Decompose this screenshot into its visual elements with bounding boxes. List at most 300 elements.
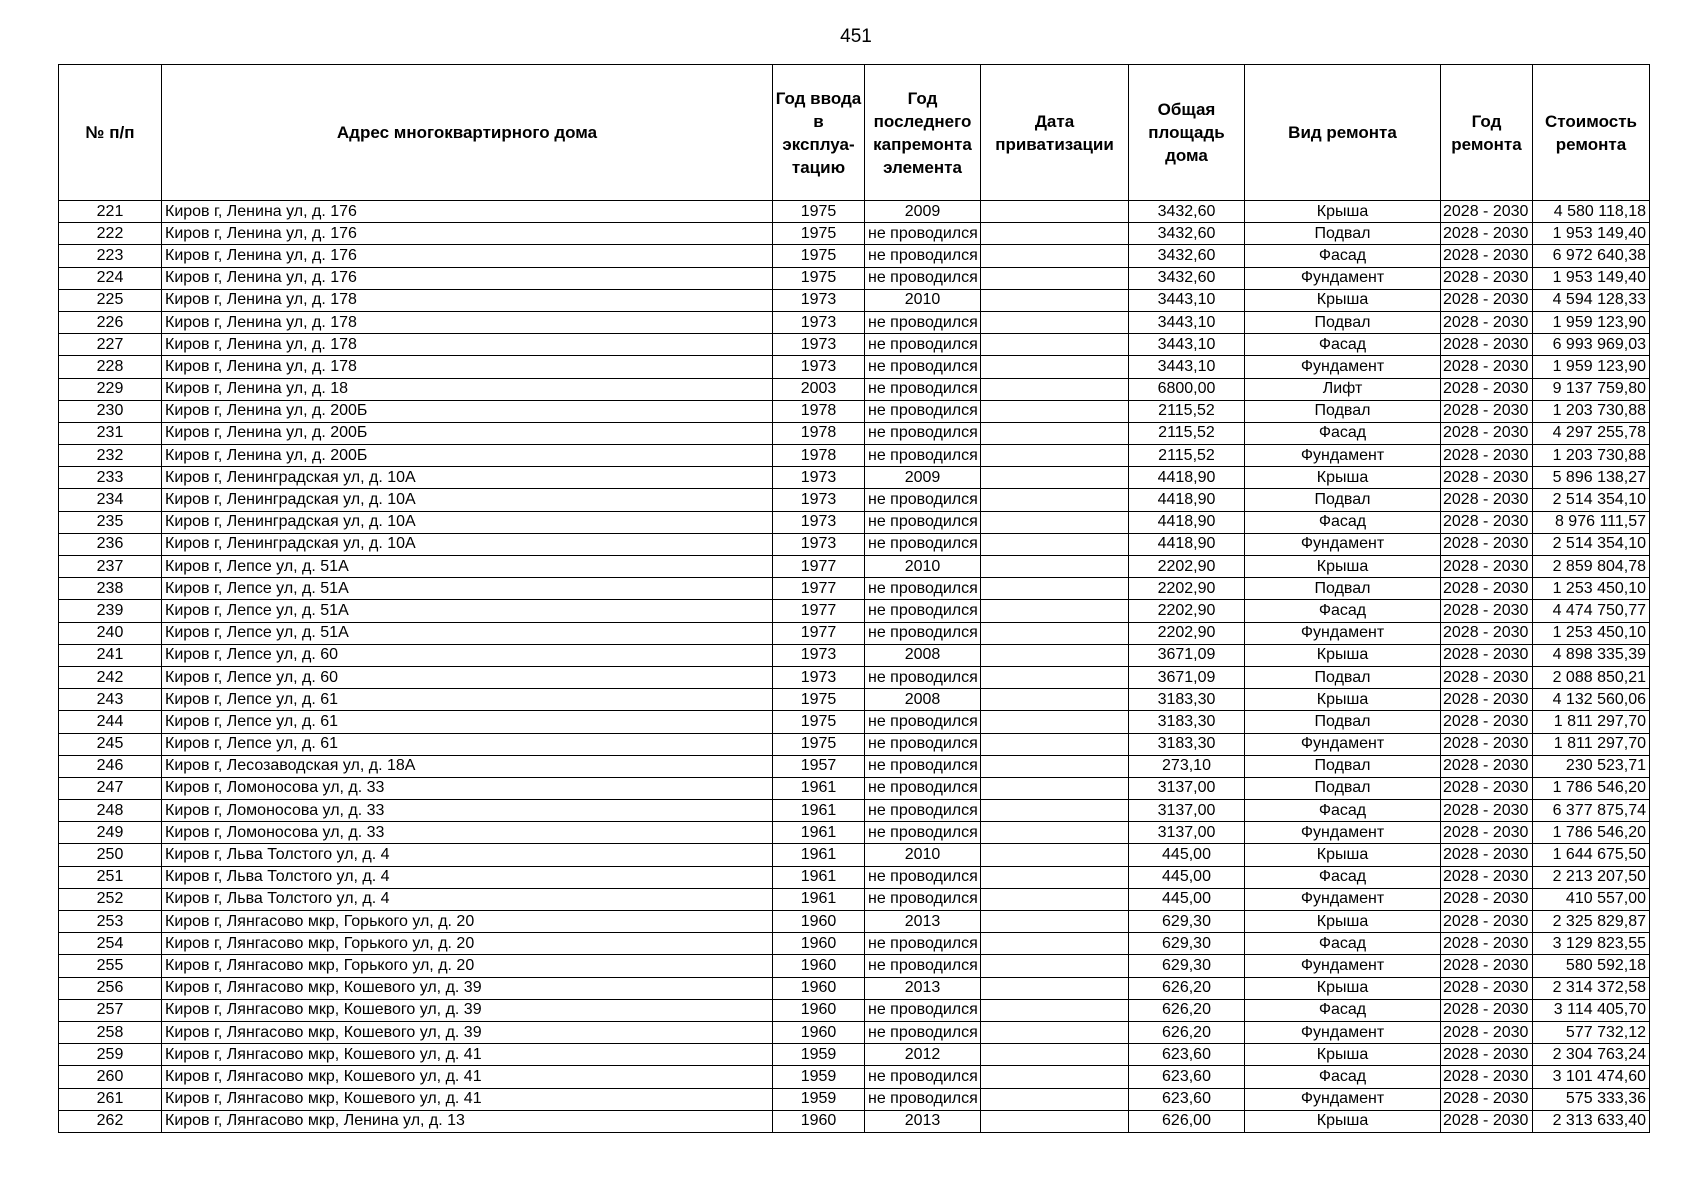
cell-number: 260 <box>59 1066 162 1088</box>
cell-area: 273,10 <box>1129 755 1245 777</box>
cell-last-repair: 2013 <box>865 977 981 999</box>
cell-repair-year: 2028 - 2030 <box>1441 955 1533 977</box>
cell-number: 254 <box>59 933 162 955</box>
cell-address: Киров г, Льва Толстого ул, д. 4 <box>162 844 773 866</box>
cell-repair-year: 2028 - 2030 <box>1441 334 1533 356</box>
table-row <box>59 955 1650 977</box>
cell-address: Киров г, Лепсе ул, д. 51А <box>162 578 773 600</box>
cell-address: Киров г, Ленина ул, д. 178 <box>162 289 773 311</box>
cell-repair-kind: Фундамент <box>1245 356 1441 378</box>
cell-year-built: 1961 <box>773 822 865 844</box>
cell-last-repair: не проводился <box>865 711 981 733</box>
cell-privatization <box>981 311 1129 333</box>
cell-address: Киров г, Лепсе ул, д. 51А <box>162 556 773 578</box>
cell-year-built: 1978 <box>773 422 865 444</box>
cell-privatization <box>981 289 1129 311</box>
table-row <box>59 267 1650 289</box>
cell-last-repair: не проводился <box>865 400 981 422</box>
cell-cost: 1 253 450,10 <box>1533 578 1650 600</box>
cell-year-built: 1959 <box>773 1088 865 1110</box>
cell-last-repair: не проводился <box>865 733 981 755</box>
cell-area: 445,00 <box>1129 844 1245 866</box>
cell-repair-year: 2028 - 2030 <box>1441 1088 1533 1110</box>
cell-repair-kind: Фундамент <box>1245 1088 1441 1110</box>
cell-repair-year: 2028 - 2030 <box>1441 977 1533 999</box>
cell-privatization <box>981 644 1129 666</box>
cell-number: 231 <box>59 422 162 444</box>
cell-privatization <box>981 511 1129 533</box>
cell-area: 3443,10 <box>1129 356 1245 378</box>
cell-cost: 2 514 354,10 <box>1533 533 1650 555</box>
cell-year-built: 1973 <box>773 666 865 688</box>
table-row <box>59 378 1650 400</box>
cell-cost: 5 896 138,27 <box>1533 467 1650 489</box>
cell-last-repair: не проводился <box>865 866 981 888</box>
cell-repair-year: 2028 - 2030 <box>1441 888 1533 910</box>
cell-number: 247 <box>59 777 162 799</box>
cell-area: 2202,90 <box>1129 600 1245 622</box>
cell-area: 4418,90 <box>1129 489 1245 511</box>
cell-privatization <box>981 378 1129 400</box>
table-row <box>59 1066 1650 1088</box>
cell-number: 258 <box>59 1021 162 1043</box>
cell-number: 224 <box>59 267 162 289</box>
cell-privatization <box>981 533 1129 555</box>
cell-repair-year: 2028 - 2030 <box>1441 822 1533 844</box>
cell-repair-year: 2028 - 2030 <box>1441 267 1533 289</box>
cell-area: 2202,90 <box>1129 622 1245 644</box>
cell-year-built: 1975 <box>773 733 865 755</box>
cell-year-built: 1960 <box>773 933 865 955</box>
cell-last-repair: не проводился <box>865 1066 981 1088</box>
table-row <box>59 600 1650 622</box>
cell-privatization <box>981 600 1129 622</box>
cell-repair-kind: Подвал <box>1245 711 1441 733</box>
cell-area: 2202,90 <box>1129 578 1245 600</box>
cell-year-built: 1975 <box>773 267 865 289</box>
cell-repair-year: 2028 - 2030 <box>1441 622 1533 644</box>
header-address: Адрес многоквартирного дома <box>162 65 773 201</box>
table-row <box>59 1044 1650 1066</box>
cell-privatization <box>981 711 1129 733</box>
cell-privatization <box>981 844 1129 866</box>
cell-last-repair: 2012 <box>865 1044 981 1066</box>
cell-repair-kind: Фасад <box>1245 334 1441 356</box>
cell-last-repair: не проводился <box>865 933 981 955</box>
cell-last-repair: не проводился <box>865 223 981 245</box>
cell-address: Киров г, Льва Толстого ул, д. 4 <box>162 888 773 910</box>
header-repair-year: Год ремонта <box>1441 65 1533 201</box>
cell-last-repair: 2010 <box>865 844 981 866</box>
cell-last-repair: 2013 <box>865 911 981 933</box>
cell-repair-kind: Подвал <box>1245 578 1441 600</box>
cell-repair-year: 2028 - 2030 <box>1441 245 1533 267</box>
table-row <box>59 223 1650 245</box>
table-row <box>59 933 1650 955</box>
cell-number: 221 <box>59 201 162 223</box>
cell-area: 3183,30 <box>1129 689 1245 711</box>
cell-repair-year: 2028 - 2030 <box>1441 755 1533 777</box>
cell-cost: 2 325 829,87 <box>1533 911 1650 933</box>
cell-year-built: 1973 <box>773 533 865 555</box>
cell-repair-kind: Крыша <box>1245 556 1441 578</box>
cell-cost: 4 594 128,33 <box>1533 289 1650 311</box>
cell-cost: 580 592,18 <box>1533 955 1650 977</box>
cell-repair-kind: Крыша <box>1245 977 1441 999</box>
cell-number: 245 <box>59 733 162 755</box>
cell-repair-kind: Фундамент <box>1245 733 1441 755</box>
cell-area: 3671,09 <box>1129 644 1245 666</box>
cell-repair-year: 2028 - 2030 <box>1441 556 1533 578</box>
cell-last-repair: не проводился <box>865 489 981 511</box>
cell-year-built: 1975 <box>773 223 865 245</box>
cell-address: Киров г, Лянгасово мкр, Горького ул, д. 20 <box>162 933 773 955</box>
cell-cost: 4 898 335,39 <box>1533 644 1650 666</box>
cell-year-built: 1973 <box>773 356 865 378</box>
cell-area: 626,20 <box>1129 977 1245 999</box>
cell-repair-year: 2028 - 2030 <box>1441 844 1533 866</box>
cell-cost: 1 203 730,88 <box>1533 445 1650 467</box>
cell-privatization <box>981 467 1129 489</box>
cell-cost: 6 377 875,74 <box>1533 800 1650 822</box>
cell-last-repair: не проводился <box>865 800 981 822</box>
cell-repair-year: 2028 - 2030 <box>1441 467 1533 489</box>
cell-year-built: 1960 <box>773 1110 865 1132</box>
cell-number: 226 <box>59 311 162 333</box>
cell-repair-kind: Фасад <box>1245 866 1441 888</box>
cell-repair-kind: Фундамент <box>1245 1021 1441 1043</box>
cell-repair-year: 2028 - 2030 <box>1441 1021 1533 1043</box>
cell-area: 2202,90 <box>1129 556 1245 578</box>
cell-repair-year: 2028 - 2030 <box>1441 711 1533 733</box>
cell-cost: 410 557,00 <box>1533 888 1650 910</box>
table-row <box>59 622 1650 644</box>
cell-area: 626,00 <box>1129 1110 1245 1132</box>
cell-repair-year: 2028 - 2030 <box>1441 1066 1533 1088</box>
cell-area: 623,60 <box>1129 1066 1245 1088</box>
cell-number: 237 <box>59 556 162 578</box>
cell-cost: 2 859 804,78 <box>1533 556 1650 578</box>
table-row <box>59 400 1650 422</box>
cell-cost: 8 976 111,57 <box>1533 511 1650 533</box>
cell-address: Киров г, Лянгасово мкр, Кошевого ул, д. 39 <box>162 1021 773 1043</box>
cell-repair-kind: Подвал <box>1245 777 1441 799</box>
cell-number: 230 <box>59 400 162 422</box>
cell-address: Киров г, Ленина ул, д. 200Б <box>162 400 773 422</box>
cell-repair-year: 2028 - 2030 <box>1441 223 1533 245</box>
cell-repair-kind: Лифт <box>1245 378 1441 400</box>
cell-year-built: 1977 <box>773 622 865 644</box>
cell-repair-kind: Крыша <box>1245 201 1441 223</box>
cell-last-repair: не проводился <box>865 888 981 910</box>
cell-privatization <box>981 356 1129 378</box>
cell-last-repair: не проводился <box>865 600 981 622</box>
cell-last-repair: 2010 <box>865 289 981 311</box>
cell-address: Киров г, Лянгасово мкр, Кошевого ул, д. 39 <box>162 977 773 999</box>
table-row <box>59 422 1650 444</box>
cell-year-built: 1961 <box>773 844 865 866</box>
table-row <box>59 311 1650 333</box>
cell-privatization <box>981 445 1129 467</box>
cell-repair-year: 2028 - 2030 <box>1441 644 1533 666</box>
table-row <box>59 977 1650 999</box>
cell-cost: 4 132 560,06 <box>1533 689 1650 711</box>
header-area: Общая площадь дома <box>1129 65 1245 201</box>
cell-address: Киров г, Ленинградская ул, д. 10А <box>162 511 773 533</box>
cell-address: Киров г, Ленина ул, д. 200Б <box>162 422 773 444</box>
header-cost: Стоимость ремонта <box>1533 65 1650 201</box>
cell-privatization <box>981 888 1129 910</box>
cell-year-built: 1961 <box>773 866 865 888</box>
cell-last-repair: не проводился <box>865 422 981 444</box>
cell-last-repair: 2009 <box>865 467 981 489</box>
cell-privatization <box>981 1088 1129 1110</box>
cell-cost: 1 786 546,20 <box>1533 822 1650 844</box>
cell-number: 225 <box>59 289 162 311</box>
cell-number: 259 <box>59 1044 162 1066</box>
cell-address: Киров г, Ленинградская ул, д. 10А <box>162 467 773 489</box>
cell-number: 229 <box>59 378 162 400</box>
cell-area: 3432,60 <box>1129 201 1245 223</box>
cell-number: 243 <box>59 689 162 711</box>
cell-last-repair: не проводился <box>865 755 981 777</box>
cell-number: 228 <box>59 356 162 378</box>
table-row <box>59 666 1650 688</box>
cell-area: 3443,10 <box>1129 334 1245 356</box>
cell-number: 227 <box>59 334 162 356</box>
cell-last-repair: 2008 <box>865 644 981 666</box>
cell-area: 3137,00 <box>1129 800 1245 822</box>
cell-last-repair: не проводился <box>865 1021 981 1043</box>
cell-repair-kind: Подвал <box>1245 666 1441 688</box>
cell-year-built: 1957 <box>773 755 865 777</box>
cell-cost: 1 644 675,50 <box>1533 844 1650 866</box>
cell-cost: 2 304 763,24 <box>1533 1044 1650 1066</box>
cell-number: 236 <box>59 533 162 555</box>
cell-repair-year: 2028 - 2030 <box>1441 689 1533 711</box>
cell-repair-year: 2028 - 2030 <box>1441 911 1533 933</box>
cell-last-repair: 2013 <box>865 1110 981 1132</box>
cell-repair-year: 2028 - 2030 <box>1441 356 1533 378</box>
cell-privatization <box>981 1044 1129 1066</box>
cell-number: 248 <box>59 800 162 822</box>
cell-repair-kind: Фундамент <box>1245 267 1441 289</box>
cell-last-repair: не проводился <box>865 822 981 844</box>
cell-last-repair: не проводился <box>865 334 981 356</box>
cell-cost: 3 129 823,55 <box>1533 933 1650 955</box>
cell-privatization <box>981 977 1129 999</box>
cell-last-repair: не проводился <box>865 955 981 977</box>
table-row <box>59 711 1650 733</box>
cell-privatization <box>981 1110 1129 1132</box>
cell-repair-kind: Подвал <box>1245 223 1441 245</box>
cell-repair-kind: Фундамент <box>1245 533 1441 555</box>
cell-number: 250 <box>59 844 162 866</box>
cell-address: Киров г, Ленина ул, д. 176 <box>162 245 773 267</box>
cell-privatization <box>981 666 1129 688</box>
cell-number: 233 <box>59 467 162 489</box>
table-row <box>59 511 1650 533</box>
cell-address: Киров г, Лянгасово мкр, Кошевого ул, д. 39 <box>162 999 773 1021</box>
cell-repair-kind: Крыша <box>1245 844 1441 866</box>
cell-address: Киров г, Ленина ул, д. 178 <box>162 334 773 356</box>
cell-repair-kind: Крыша <box>1245 1044 1441 1066</box>
cell-cost: 1 253 450,10 <box>1533 622 1650 644</box>
cell-cost: 3 114 405,70 <box>1533 999 1650 1021</box>
cell-repair-kind: Крыша <box>1245 467 1441 489</box>
cell-cost: 1 959 123,90 <box>1533 356 1650 378</box>
table-row <box>59 289 1650 311</box>
table-row <box>59 911 1650 933</box>
cell-cost: 230 523,71 <box>1533 755 1650 777</box>
cell-repair-kind: Крыша <box>1245 911 1441 933</box>
cell-privatization <box>981 1021 1129 1043</box>
cell-address: Киров г, Лепсе ул, д. 51А <box>162 622 773 644</box>
table-row <box>59 800 1650 822</box>
table-row <box>59 556 1650 578</box>
cell-last-repair: не проводился <box>865 311 981 333</box>
cell-cost: 1 953 149,40 <box>1533 267 1650 289</box>
cell-year-built: 1973 <box>773 467 865 489</box>
cell-last-repair: 2009 <box>865 201 981 223</box>
cell-repair-year: 2028 - 2030 <box>1441 445 1533 467</box>
cell-address: Киров г, Ленина ул, д. 176 <box>162 201 773 223</box>
cell-year-built: 1961 <box>773 888 865 910</box>
cell-area: 6800,00 <box>1129 378 1245 400</box>
cell-privatization <box>981 400 1129 422</box>
table-row <box>59 334 1650 356</box>
cell-repair-kind: Фундамент <box>1245 445 1441 467</box>
cell-area: 2115,52 <box>1129 422 1245 444</box>
cell-number: 238 <box>59 578 162 600</box>
cell-area: 3443,10 <box>1129 289 1245 311</box>
cell-year-built: 1973 <box>773 311 865 333</box>
cell-area: 3432,60 <box>1129 223 1245 245</box>
cell-cost: 1 959 123,90 <box>1533 311 1650 333</box>
table-row <box>59 445 1650 467</box>
cell-year-built: 1973 <box>773 334 865 356</box>
cell-repair-year: 2028 - 2030 <box>1441 733 1533 755</box>
cell-repair-kind: Фасад <box>1245 933 1441 955</box>
cell-number: 257 <box>59 999 162 1021</box>
cell-repair-year: 2028 - 2030 <box>1441 289 1533 311</box>
cell-area: 2115,52 <box>1129 400 1245 422</box>
cell-repair-kind: Подвал <box>1245 489 1441 511</box>
table-row <box>59 844 1650 866</box>
table-row <box>59 689 1650 711</box>
cell-last-repair: не проводился <box>865 666 981 688</box>
cell-cost: 575 333,36 <box>1533 1088 1650 1110</box>
table-row <box>59 866 1650 888</box>
cell-privatization <box>981 489 1129 511</box>
table-row <box>59 1021 1650 1043</box>
cell-address: Киров г, Лянгасово мкр, Кошевого ул, д. 41 <box>162 1044 773 1066</box>
table-row <box>59 755 1650 777</box>
cell-privatization <box>981 933 1129 955</box>
table-row <box>59 1088 1650 1110</box>
cell-address: Киров г, Лепсе ул, д. 51А <box>162 600 773 622</box>
cell-number: 241 <box>59 644 162 666</box>
cell-year-built: 1959 <box>773 1044 865 1066</box>
cell-address: Киров г, Лепсе ул, д. 60 <box>162 666 773 688</box>
header-year-built: Год ввода в эксплуа-тацию <box>773 65 865 201</box>
cell-repair-year: 2028 - 2030 <box>1441 533 1533 555</box>
cell-area: 623,60 <box>1129 1088 1245 1110</box>
cell-number: 253 <box>59 911 162 933</box>
cell-year-built: 1975 <box>773 245 865 267</box>
cell-cost: 6 993 969,03 <box>1533 334 1650 356</box>
cell-repair-year: 2028 - 2030 <box>1441 1110 1533 1132</box>
cell-cost: 6 972 640,38 <box>1533 245 1650 267</box>
cell-year-built: 1973 <box>773 644 865 666</box>
cell-address: Киров г, Лянгасово мкр, Кошевого ул, д. 41 <box>162 1088 773 1110</box>
cell-cost: 1 203 730,88 <box>1533 400 1650 422</box>
cell-repair-kind: Фундамент <box>1245 955 1441 977</box>
cell-last-repair: не проводился <box>865 356 981 378</box>
repair-schedule-table <box>58 64 1650 1133</box>
cell-repair-year: 2028 - 2030 <box>1441 866 1533 888</box>
cell-privatization <box>981 733 1129 755</box>
cell-last-repair: 2010 <box>865 556 981 578</box>
cell-privatization <box>981 800 1129 822</box>
cell-repair-year: 2028 - 2030 <box>1441 1044 1533 1066</box>
cell-privatization <box>981 201 1129 223</box>
cell-repair-kind: Фундамент <box>1245 622 1441 644</box>
cell-area: 3183,30 <box>1129 711 1245 733</box>
cell-repair-kind: Фундамент <box>1245 822 1441 844</box>
cell-area: 445,00 <box>1129 888 1245 910</box>
cell-cost: 4 474 750,77 <box>1533 600 1650 622</box>
cell-address: Киров г, Лесозаводская ул, д. 18А <box>162 755 773 777</box>
cell-area: 3443,10 <box>1129 311 1245 333</box>
cell-privatization <box>981 334 1129 356</box>
cell-year-built: 1975 <box>773 689 865 711</box>
cell-number: 240 <box>59 622 162 644</box>
cell-address: Киров г, Ломоносова ул, д. 33 <box>162 822 773 844</box>
cell-cost: 3 101 474,60 <box>1533 1066 1650 1088</box>
header-number: № п/п <box>59 65 162 201</box>
cell-privatization <box>981 755 1129 777</box>
table-row <box>59 999 1650 1021</box>
cell-cost: 1 811 297,70 <box>1533 733 1650 755</box>
table-row <box>59 467 1650 489</box>
cell-year-built: 1973 <box>773 289 865 311</box>
cell-privatization <box>981 1066 1129 1088</box>
cell-privatization <box>981 267 1129 289</box>
cell-area: 623,60 <box>1129 1044 1245 1066</box>
cell-area: 4418,90 <box>1129 511 1245 533</box>
cell-number: 246 <box>59 755 162 777</box>
table-row <box>59 1110 1650 1132</box>
cell-privatization <box>981 622 1129 644</box>
cell-number: 261 <box>59 1088 162 1110</box>
cell-repair-year: 2028 - 2030 <box>1441 201 1533 223</box>
cell-area: 3137,00 <box>1129 822 1245 844</box>
cell-year-built: 1977 <box>773 578 865 600</box>
cell-last-repair: не проводился <box>865 578 981 600</box>
cell-cost: 2 314 372,58 <box>1533 977 1650 999</box>
cell-cost: 4 297 255,78 <box>1533 422 1650 444</box>
header-last-repair: Год последнего капремонта элемента <box>865 65 981 201</box>
cell-repair-kind: Крыша <box>1245 1110 1441 1132</box>
table-row <box>59 822 1650 844</box>
cell-repair-year: 2028 - 2030 <box>1441 489 1533 511</box>
cell-address: Киров г, Лянгасово мкр, Горького ул, д. 20 <box>162 911 773 933</box>
cell-privatization <box>981 822 1129 844</box>
table-row <box>59 644 1650 666</box>
table-row <box>59 888 1650 910</box>
cell-address: Киров г, Ленинградская ул, д. 10А <box>162 489 773 511</box>
